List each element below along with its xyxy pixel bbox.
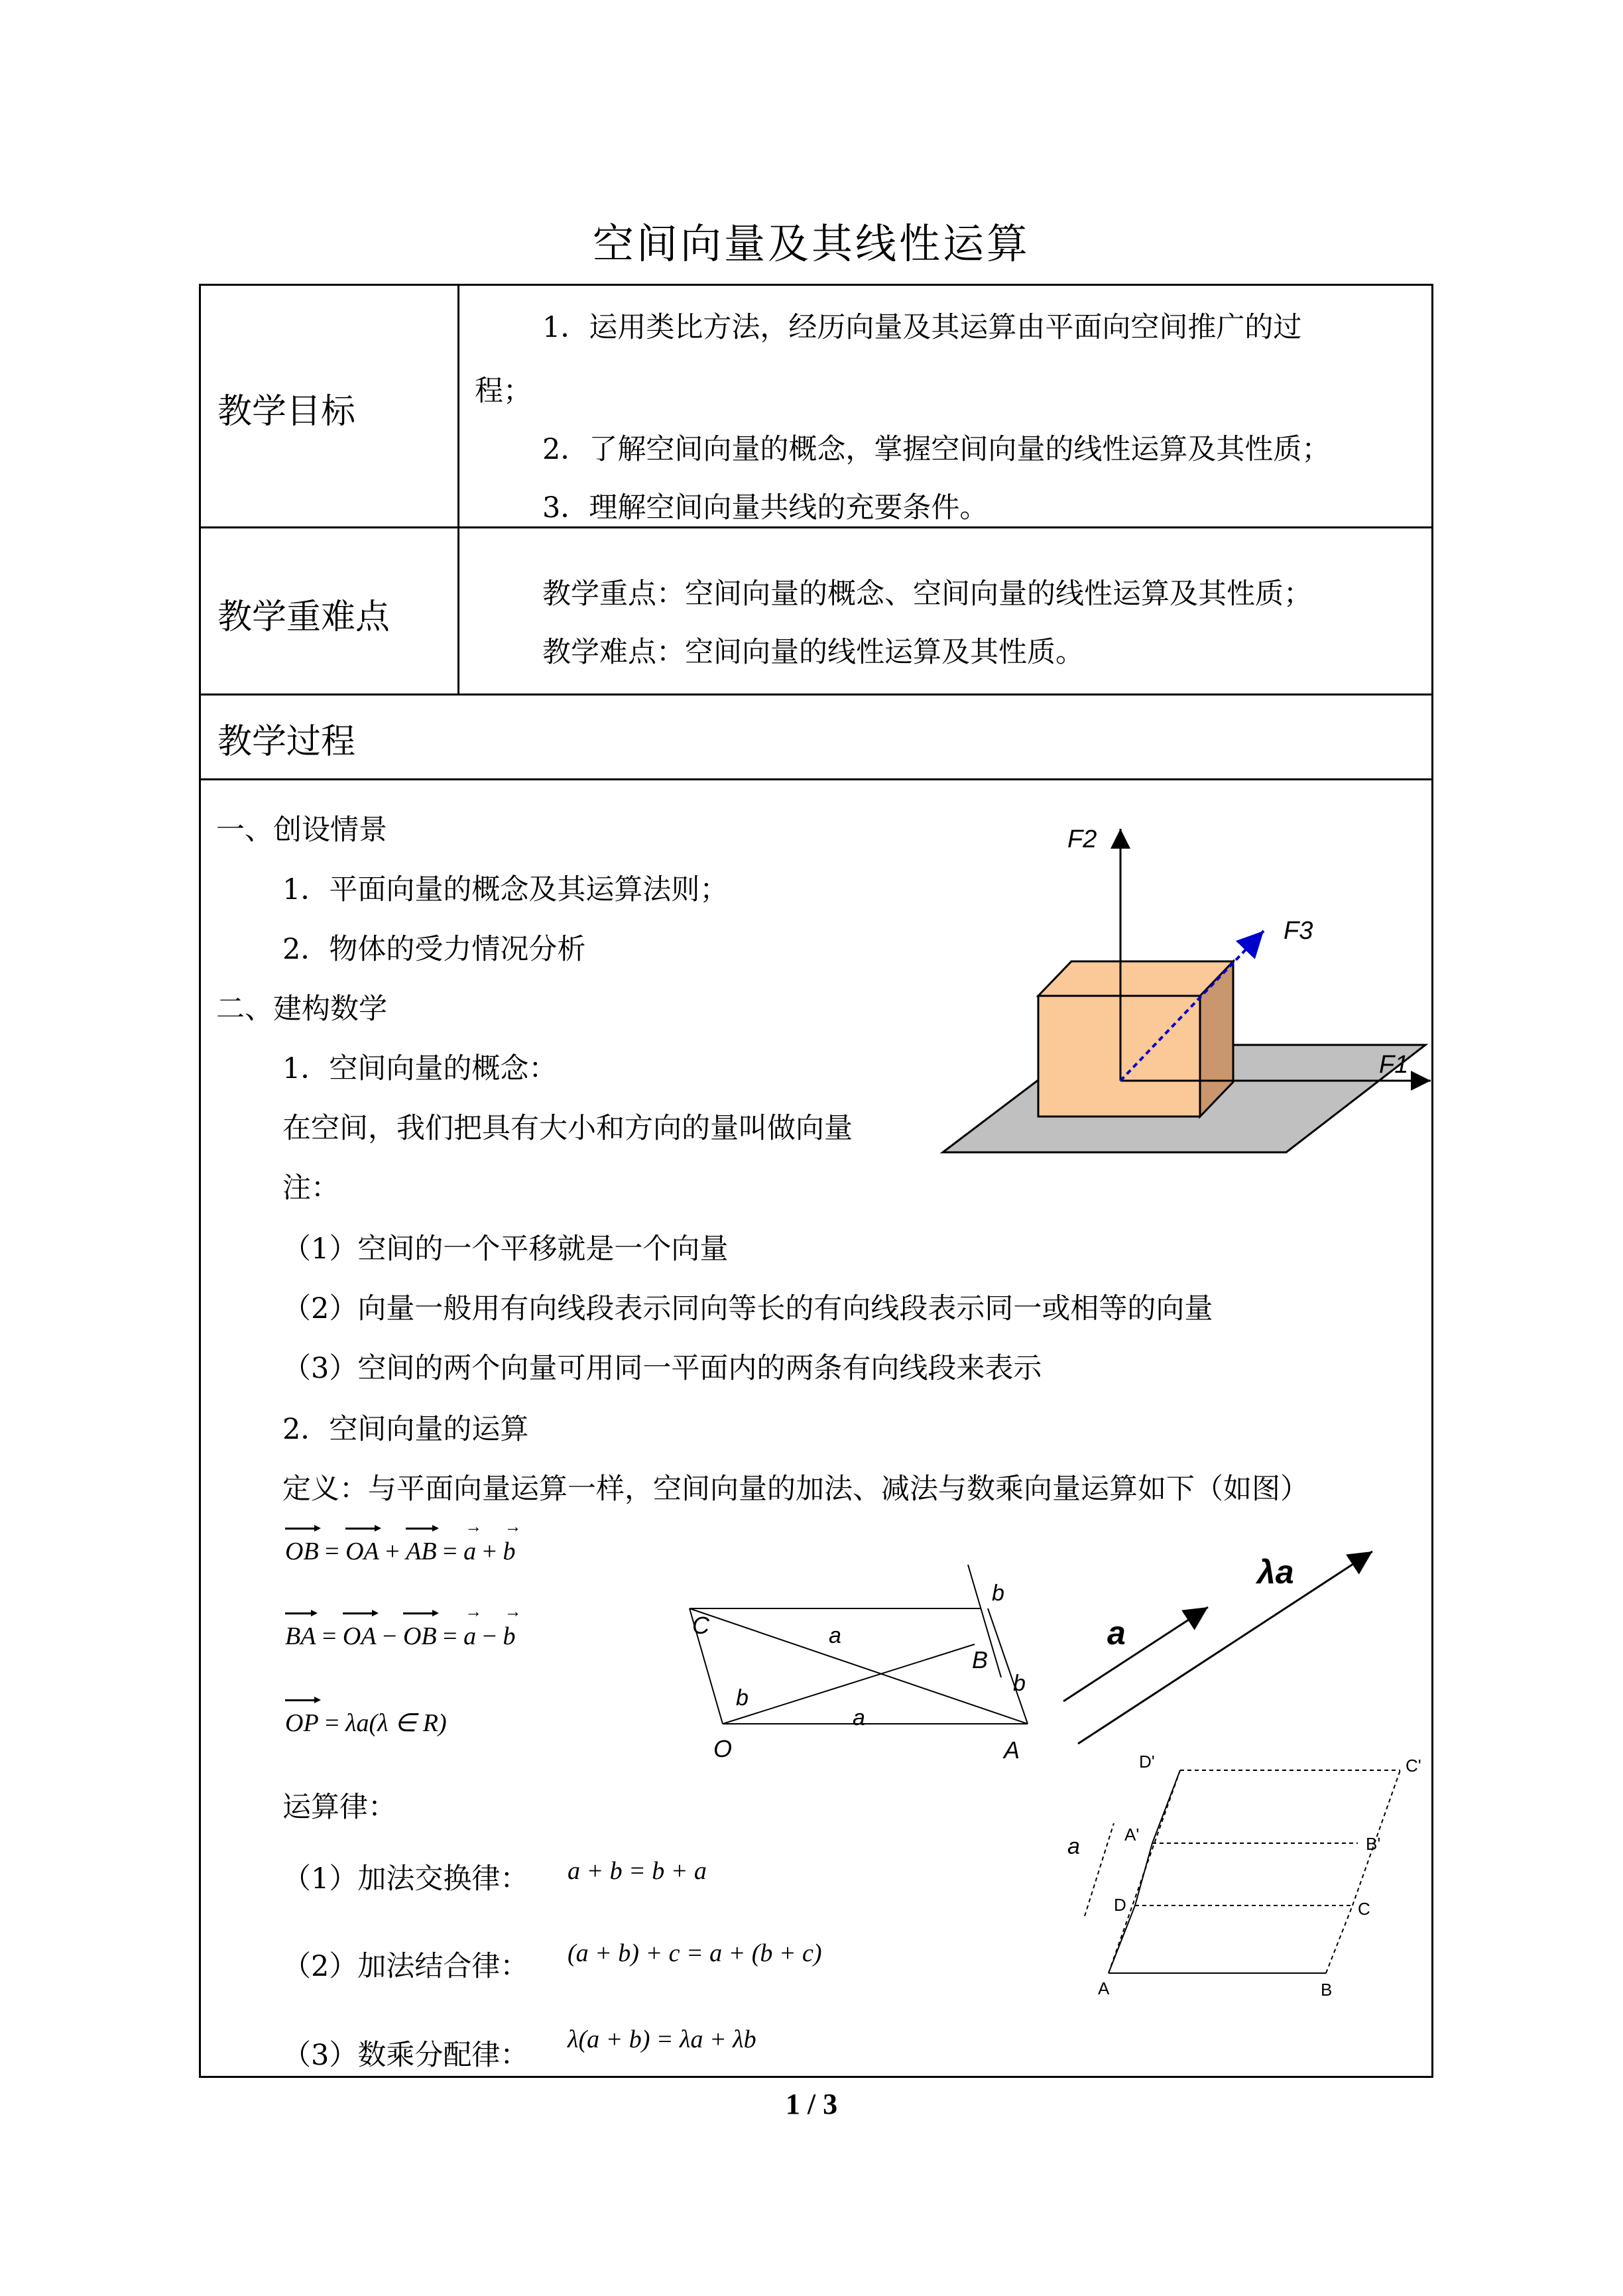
label-d1: D' (1139, 1752, 1155, 1772)
formula-scalar: OP = λa(λ ∈ R) (285, 1708, 447, 1738)
objectives-label: 教学目标 (217, 392, 356, 432)
vector-a-line (1085, 1823, 1114, 1916)
edge (1326, 1905, 1352, 1973)
segment-ab (988, 1608, 1028, 1724)
law-label: （2）加法结合律： (282, 1950, 529, 1983)
objective-1-cont: 程； (475, 375, 532, 408)
label-c: C (692, 1612, 709, 1639)
section-1-heading: 一、创设情景 (216, 814, 387, 847)
label-vec-a: a (829, 1623, 841, 1648)
concept-text: 在空间，我们把具有大小和方向的量叫做向量 (282, 1112, 853, 1145)
parallelogram-diagram (676, 1545, 1048, 1783)
label-lambda-a: λa (1257, 1553, 1294, 1591)
box-top (1038, 961, 1233, 996)
label-vec-a: a (1067, 1834, 1080, 1859)
segment-ob (723, 1644, 975, 1724)
label-f2: F2 (1067, 825, 1097, 853)
law-formula: λ(a + b) = λa + λb (568, 2025, 756, 2053)
edge (1152, 1770, 1180, 1843)
note-item: （3）空间的两个向量可用同一平面内的两条有向线段来表示 (282, 1352, 1042, 1385)
label-a: a (1107, 1614, 1126, 1652)
table-divider (199, 526, 1433, 528)
section-2-heading: 二、建构数学 (216, 993, 387, 1026)
vector-a-arrow (1063, 1607, 1208, 1701)
objective-3: 3．理解空间向量共线的充要条件。 (542, 491, 989, 524)
note-item: （1）空间的一个平移就是一个向量 (282, 1233, 729, 1266)
label-vec-b: b (1013, 1671, 1026, 1696)
label-o: O (713, 1735, 733, 1762)
keypoints-label: 教学重难点 (217, 597, 391, 637)
law-label: （1）加法交换律： (282, 1862, 529, 1896)
table-column-divider (457, 284, 459, 695)
operations-heading: 2．空间向量的运算 (282, 1413, 529, 1446)
law-formula: (a + b) + c = a + (b + c) (568, 1939, 822, 1967)
label-d: D (1114, 1895, 1126, 1915)
section-1-item: 2．物体的受力情况分析 (282, 933, 586, 966)
label-vec-a: a (853, 1705, 865, 1730)
formula-sum: OB = OA + AB = → a + → b (285, 1517, 522, 1565)
prism-diagram (1061, 1737, 1419, 2002)
definition-text: 定义：与平面向量运算一样，空间向量的加法、减法与数乘向量运算如下（如图） (282, 1473, 1309, 1506)
law-formula: a + b = b + a (568, 1857, 707, 1885)
label-b1: B' (1366, 1834, 1381, 1854)
label-vec-b: b (992, 1581, 1004, 1606)
keypoint-main: 教学重点：空间向量的概念、空间向量的线性运算及其性质； (542, 577, 1312, 611)
section-1-item: 1．平面向量的概念及其运算法则； (282, 873, 729, 906)
concept-heading: 1．空间向量的概念： (282, 1052, 558, 1085)
note-label: 注： (282, 1172, 339, 1205)
label-f1: F1 (1379, 1051, 1409, 1079)
table-divider (199, 778, 1433, 780)
law-label: （3）数乘分配律： (282, 2039, 529, 2072)
formula-difference: BA = OA − OB = → a − → b (285, 1602, 522, 1650)
page-title: 空间向量及其线性运算 (592, 219, 1030, 268)
label-vec-b: b (736, 1685, 749, 1711)
label-a: A (1004, 1736, 1020, 1764)
page-number: 1 / 3 (785, 2088, 838, 2120)
objective-1: 1．运用类比方法，经历向量及其运算由平面向空间推广的过 (542, 311, 1302, 344)
force-diagram (928, 816, 1445, 1167)
scalar-diagram (1054, 1538, 1399, 1757)
label-a: A (1098, 1978, 1110, 1998)
box-front (1038, 996, 1200, 1117)
table-divider (199, 694, 1433, 695)
objective-2: 2．了解空间向量的概念，掌握空间向量的线性运算及其性质； (542, 433, 1331, 466)
process-label: 教学过程 (217, 722, 356, 762)
label-a1: A' (1124, 1825, 1140, 1844)
label-b: B (972, 1646, 989, 1673)
keypoint-difficult: 教学难点：空间向量的线性运算及其性质。 (542, 636, 1084, 669)
laws-heading: 运算律： (282, 1791, 396, 1824)
label-f3: F3 (1284, 917, 1313, 945)
label-c1: C' (1406, 1756, 1421, 1776)
note-item: （2）向量一般用有向线段表示同向等长的有向线段表示同一或相等的向量 (282, 1292, 1213, 1325)
label-b: B (1321, 1980, 1333, 2000)
label-c: C (1358, 1899, 1370, 1919)
